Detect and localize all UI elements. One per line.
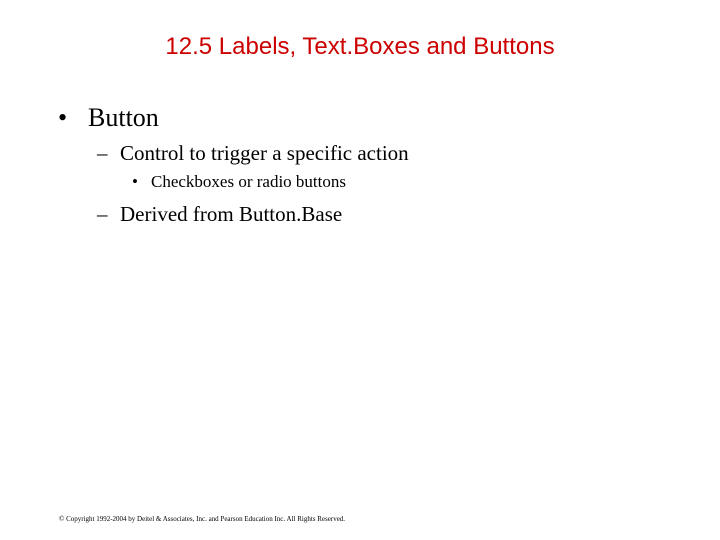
bullet-text: Control to trigger a specific action: [120, 141, 409, 165]
bullet-level3-checkboxes: [132, 171, 346, 193]
copyright-footer: © Copyright 1992-2004 by Deitel & Associates, Inc. and Pearson Education Inc. All Rights Reserved.: [59, 515, 346, 523]
bullet-level2-control: [97, 139, 409, 167]
bullet-marker: •: [58, 103, 68, 132]
bullet-text: Checkboxes or radio buttons: [151, 172, 346, 191]
bullet-level1-button: [58, 102, 159, 134]
dash-marker: –: [97, 202, 108, 226]
bullet-text: Button: [88, 103, 159, 132]
bullet-marker: •: [132, 172, 138, 191]
dash-marker: –: [97, 141, 108, 165]
slide-title: 12.5 Labels, Text.Boxes and Buttons: [165, 33, 555, 60]
bullet-level2-derived: [97, 200, 342, 228]
bullet-text: Derived from Button.Base: [120, 202, 343, 226]
